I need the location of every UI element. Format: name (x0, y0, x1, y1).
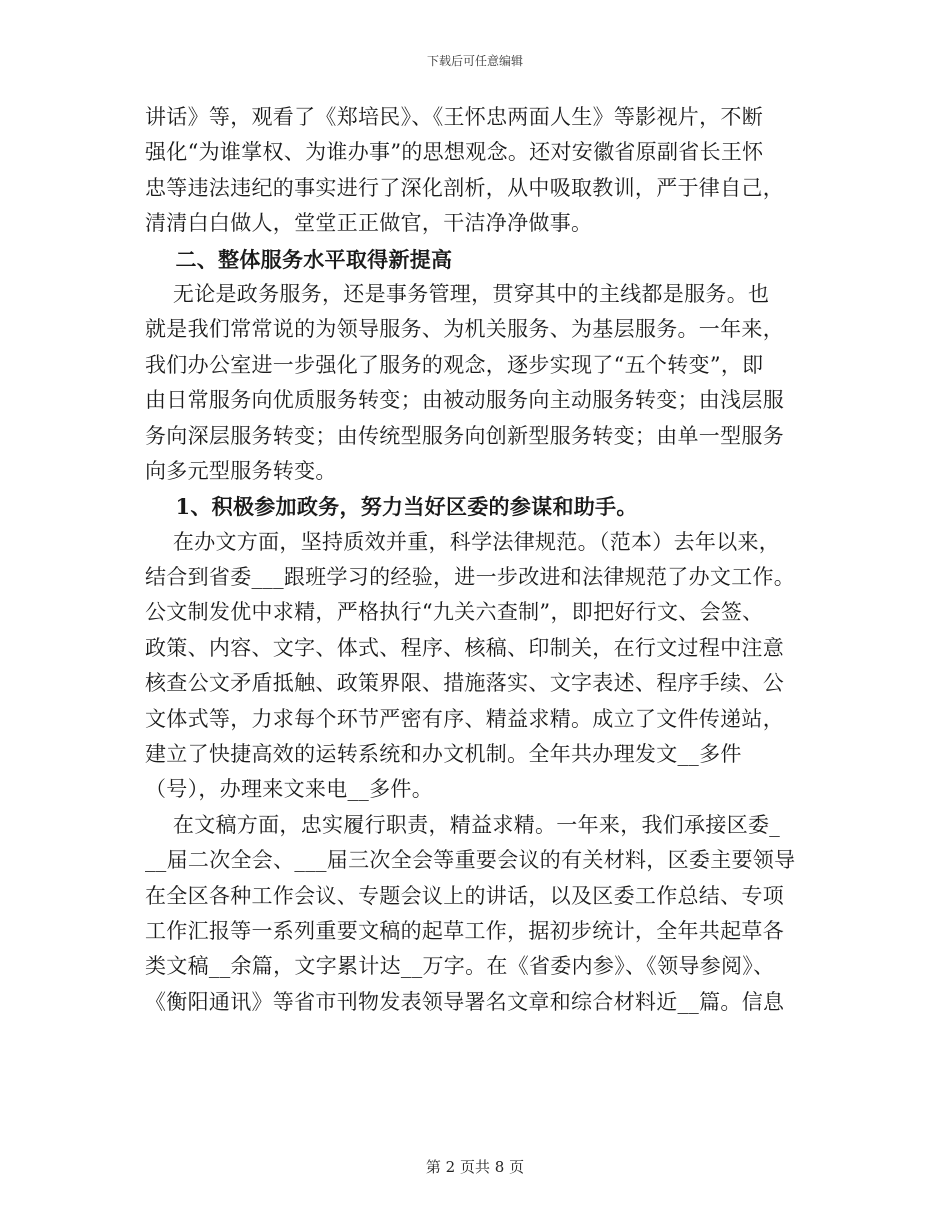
paragraph-line: 在文稿方面，忠实履行职责，精益求精。一年来，我们承接区委_ (145, 812, 781, 837)
paragraph-line: 文体式等，力求每个环节严密有序、精益求精。成立了文件传递站， (145, 706, 784, 731)
paragraph-line: 核查公文矛盾抵触、政策界限、措施落实、文字表述、程序手续、公 (145, 671, 784, 696)
paragraph-line: 结合到省委___跟班学习的经验，进一步改进和法律规范了办文工作。 (145, 565, 796, 590)
paragraph-line: 向多元型服务转变。 (145, 458, 337, 483)
paragraph-line: 由日常服务向优质服务转变；由被动服务向主动服务转变；由浅层服 (145, 388, 784, 413)
paragraph-line: 在全区各种工作会议、专题会议上的讲话，以及区委工作总结、专项 (145, 883, 784, 908)
paragraph-line: 工作汇报等一系列重要文稿的起草工作，据初步统计，全年共起草各 (145, 918, 784, 943)
paragraph-line: 类文稿__余篇，文字累计达__万字。在《省委内参》、《领导参阅》、 (145, 954, 775, 979)
section-heading: 二、整体服务水平取得新提高 (145, 246, 453, 272)
page-header: 下载后可任意编辑 (426, 54, 523, 68)
paragraph-line: 强化“为谁掌权、为谁办事”的思想观念。还对安徽省原副省长王怀 (145, 140, 764, 165)
section-heading: 1、积极参加政务，努力当好区委的参谋和助手。 (145, 494, 638, 520)
paragraph-line: 就是我们常常说的为领导服务、为机关服务、为基层服务。一年来， (145, 317, 784, 342)
paragraph-line: 忠等违法违纪的事实进行了深化剖析，从中吸取教训，严于律自己， (145, 175, 784, 200)
paragraph-line: 《衡阳通讯》等省市刊物发表领导署名文章和综合材料近__篇。信息 (145, 989, 785, 1014)
paragraph-line: 公文制发优中求精，严格执行“九关六查制”，即把好行文、会签、 (145, 600, 764, 625)
paragraph-line: 建立了快捷高效的运转系统和办文机制。全年共办理发文__多件 (145, 742, 742, 767)
paragraph-line: 清清白白做人，堂堂正正做官，干洁净净做事。 (145, 211, 593, 236)
paragraph-line: （号），办理来文来电__多件。 (145, 777, 433, 802)
page-footer: 第 2 页共 8 页 (425, 1158, 525, 1176)
paragraph-line: 讲话》等，观看了《郑培民》、《王怀忠两面人生》等影视片，不断 (145, 105, 763, 129)
paragraph-line: 无论是政务服务，还是事务管理，贯穿其中的主线都是服务。也 (145, 281, 770, 306)
document-body (145, 100, 805, 1020)
paragraph-line: 政策、内容、文字、体式、程序、核稿、印制关，在行文过程中注意 (145, 635, 784, 660)
paragraph-line: 在办文方面，坚持质效并重，科学法律规范。（范本）去年以来， (145, 529, 781, 554)
paragraph-line: 我们办公室进一步强化了服务的观念，逐步实现了“五个转变”，即 (145, 352, 764, 377)
paragraph-line: 务向深层服务转变；由传统型服务向创新型服务转变；由单一型服务 (145, 423, 784, 448)
paragraph-line: __届二次全会、___届三次全会等重要会议的有关材料，区委主要领导 (145, 848, 796, 873)
